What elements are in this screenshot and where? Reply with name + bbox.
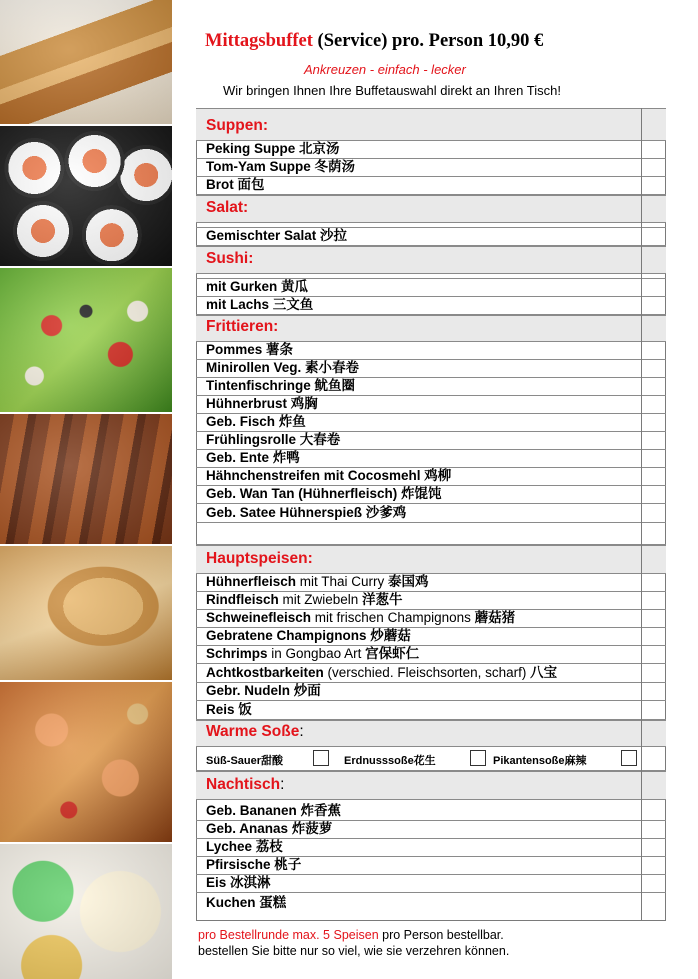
sauce-label-pikant: Pikantensoße麻辣 [493, 755, 587, 767]
menu-item-row[interactable] [196, 228, 666, 246]
section-title: Hauptspeisen: [206, 550, 313, 567]
menu-item-row[interactable] [196, 701, 666, 720]
menu-item-label [206, 570, 429, 590]
page-title [205, 31, 543, 52]
dish-name: Schrimps [206, 646, 268, 661]
menu-item-label [206, 698, 252, 718]
menu-item-label: mit Lachs 三文鱼 [206, 297, 314, 312]
menu-item-label: Geb. Bananen 炸香蕉 [206, 803, 342, 818]
checkbox-erdnuss[interactable] [470, 750, 486, 766]
menu-item-label: Hähnchenstreifen mit Cocosmehl 鸡柳 [206, 468, 452, 483]
shrimp-dish-photo [0, 682, 172, 842]
sauce-label-erdnuss: Erdnusssoße花生 [344, 755, 436, 767]
dish-chinese: 炒蘑菇 [366, 628, 411, 643]
menu-item-label [206, 588, 403, 608]
menu-item-label: Pommes 薯条 [206, 342, 294, 357]
menu-item-label: Frühlingsrolle 大春卷 [206, 432, 341, 447]
menu-item-label [206, 642, 419, 662]
section-title: Frittieren: [206, 318, 279, 335]
dish-chinese: 蘑菇猪 [474, 610, 516, 625]
menu-item-label: Geb. Ananas 炸菠萝 [206, 821, 333, 836]
section-title-colon: : [299, 723, 304, 740]
sushi-photo [0, 126, 172, 266]
dish-chinese: 泰国鸡 [388, 574, 429, 589]
menu-item-label: Eis 冰淇淋 [206, 875, 271, 890]
section-title-text: Warme Soße [206, 723, 300, 740]
section-header-warme-sosse [196, 720, 666, 747]
menu-item-label [206, 661, 557, 681]
dish-chinese: 洋葱牛 [362, 592, 403, 607]
menu-item-label: mit Gurken 黄瓜 [206, 279, 309, 294]
menu-item-row[interactable] [196, 683, 666, 701]
checkbox-column-divider [641, 108, 642, 921]
food-photo-strip [0, 0, 172, 979]
dish-name: Rindfleisch [206, 592, 279, 607]
menu-item-label: Brot 面包 [206, 177, 265, 192]
checkbox-pikant[interactable] [621, 750, 637, 766]
menu-item-label: Kuchen 蛋糕 [206, 895, 287, 910]
menu-item-row[interactable] [196, 893, 666, 912]
menu-item-row[interactable] [196, 297, 666, 315]
menu-item-label: Minirollen Veg. 素小春卷 [206, 360, 360, 375]
section-header-salat [196, 195, 666, 223]
menu-item-label: Lychee 荔枝 [206, 839, 283, 854]
dish-detail: (verschied. Fleischsorten, scharf) [323, 665, 531, 680]
sauce-label-suess-sauer: Süß-Sauer甜酸 [206, 755, 284, 767]
section-title: Suppen: [206, 117, 268, 134]
section-header-nachtisch [196, 771, 666, 800]
section-header-sushi [196, 246, 666, 274]
checkbox-suess-sauer[interactable] [313, 750, 329, 766]
dish-chinese: 宫保虾仁 [365, 646, 420, 661]
dish-name: Gebratene Champignons [206, 628, 367, 643]
footer-highlight: pro Bestellrunde max. 5 Speisen [198, 928, 379, 942]
dish-name: Achtkostbarkeiten [206, 665, 324, 680]
section-title-text: Nachtisch [206, 776, 281, 793]
empty-row[interactable] [196, 523, 666, 545]
section-title [206, 723, 304, 741]
section-title: Salat: [206, 199, 249, 216]
title-highlight: Mittagsbuffet [205, 31, 313, 51]
salad-photo [0, 268, 172, 412]
fried-chicken-photo [0, 546, 172, 680]
subtitle: Ankreuzen - einfach - lecker [304, 62, 466, 77]
section-title-colon: : [280, 776, 285, 793]
menu-item-label [206, 606, 515, 626]
spring-rolls-photo [0, 0, 172, 124]
menu-item-label [206, 624, 411, 644]
section-title: Sushi: [206, 250, 254, 267]
menu-item-label: Tom-Yam Suppe 冬荫汤 [206, 159, 356, 174]
intro-text: Wir bringen Ihnen Ihre Buffetauswahl direkt an Ihren Tisch! [223, 83, 561, 98]
menu-item-label: Peking Suppe 北京汤 [206, 141, 340, 156]
dish-detail: in Gongbao Art [267, 646, 366, 661]
title-rest: (Service) pro. Person 10,90 € [312, 31, 544, 51]
ice-cream-photo [0, 844, 172, 979]
menu-item-row[interactable] [196, 159, 666, 177]
menu-item-label: Hühnerbrust 鸡胸 [206, 396, 318, 411]
menu-item-label: Gemischter Salat 沙拉 [206, 228, 348, 243]
footer-note-2: bestellen Sie bitte nur so viel, wie sie verzehren können. [198, 944, 510, 958]
footer-rest: pro Person bestellbar. [378, 928, 504, 942]
menu-item-row[interactable] [196, 504, 666, 523]
menu-item-label [206, 679, 321, 699]
menu-item-label: Pfirsische 桃子 [206, 857, 302, 872]
dish-detail: mit frischen Champignons [311, 610, 475, 625]
dish-chinese: 八宝 [530, 665, 558, 680]
dish-detail: mit Zwiebeln [278, 592, 363, 607]
menu-item-label: Geb. Fisch 炸鱼 [206, 414, 306, 429]
menu-item-label: Tintenfischringe 鱿鱼圈 [206, 378, 356, 393]
dish-name: Hühnerfleisch [206, 574, 297, 589]
dish-name: Reis 饭 [206, 702, 252, 717]
menu-item-label: Geb. Wan Tan (Hühnerfleisch) 炸馄饨 [206, 486, 442, 501]
footer-note [198, 928, 504, 942]
menu-item-label: Geb. Satee Hühnerspieß 沙爹鸡 [206, 505, 407, 520]
grilled-meat-photo [0, 414, 172, 544]
menu-item-row[interactable] [196, 177, 666, 195]
menu-item-label: Geb. Ente 炸鸭 [206, 450, 300, 465]
dish-name: Gebr. Nudeln 炒面 [206, 683, 321, 698]
dish-detail: mit Thai Curry [296, 574, 389, 589]
section-title [206, 776, 284, 794]
dish-name: Schweinefleisch [206, 610, 312, 625]
